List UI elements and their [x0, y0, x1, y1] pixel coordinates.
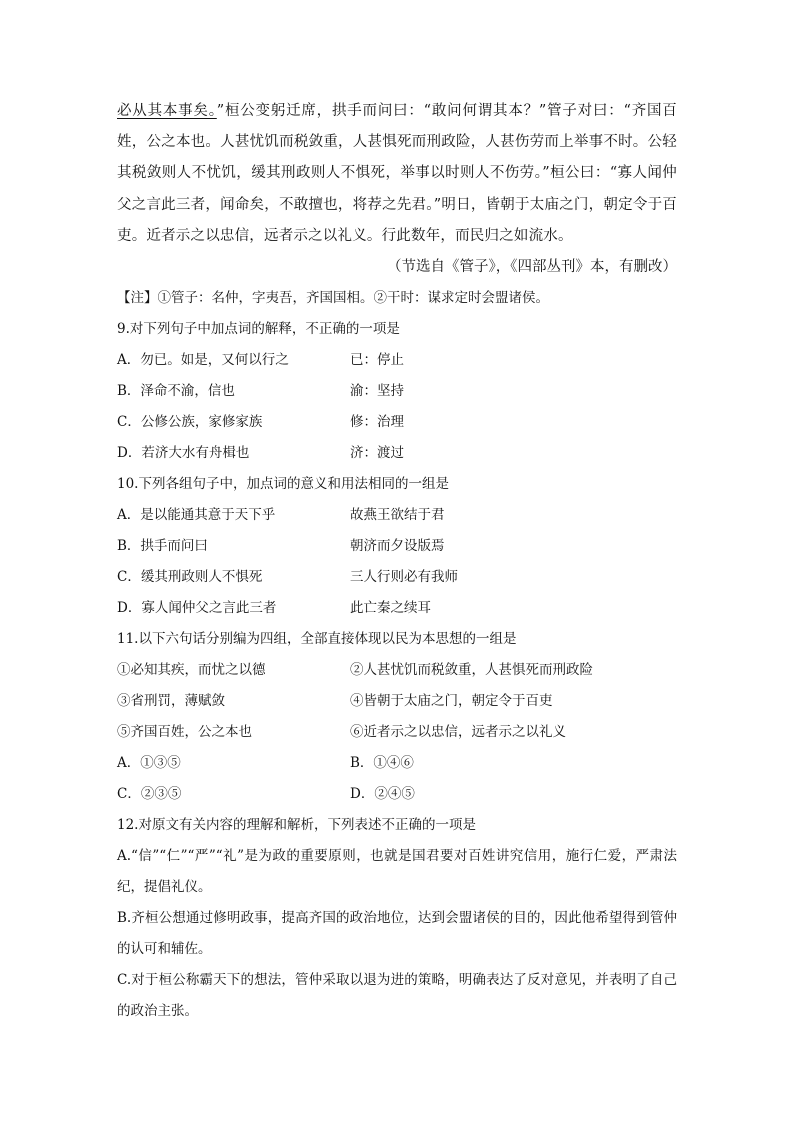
option-sentence-right: 故燕王欲结于君 — [350, 507, 445, 524]
option-sentence: B．泽命不渝，信也 — [117, 383, 235, 400]
question-11-option-c: C．②③⑤ — [117, 786, 182, 803]
question-12-option-c: C.对于桓公称霸天下的想法，管仲采取以退为进的策略，明确表达了反对意见，并表明了自己的政治主张。 — [117, 972, 677, 1020]
numbered-sentence: ①必知其疾，而忧之以德 — [117, 662, 266, 679]
passage-text: ”桓公变躬迁席，拱手而问曰：“敢问何谓其本？”管子对曰：“齐国百姓，公之本也。人甚忧饥而税敛重，人甚惧死而刑政险，人甚伤劳而上举事不时。公轻其税敛则人不忧饥，缓其刑政则人不惧死，举事以时则人不伤劳。”桓公曰：“寡人闻仲父之言此三者，闻命矣，不敢擅也，将荐之先君。”明日，皆朝于太庙之门，朝定令于百吏。近者示之以忠信，远者示之以礼义。行此数年，而民归之如流水。 — [117, 103, 677, 244]
option-sentence: C．公修公族，家修家族 — [117, 414, 263, 431]
question-11-option-row — [117, 779, 677, 810]
option-sentence-left: C．缓其刑政则人不惧死 — [117, 569, 263, 586]
passage-paragraph — [117, 96, 677, 252]
option-sentence-left: B．拱手而问曰 — [117, 538, 208, 555]
question-11-sentence-row — [117, 655, 677, 686]
question-10-option-a — [117, 500, 677, 531]
option-sentence-right: 此亡秦之续耳 — [350, 600, 431, 617]
option-explanation: 渝：坚持 — [350, 383, 404, 400]
passage-source: （节选自《管子》，《四部丛刊》本，有删改） — [387, 259, 677, 276]
question-11-option-b: B．①④⑥ — [350, 755, 414, 772]
question-9-option-a — [117, 345, 677, 376]
numbered-sentence: ②人甚忧饥而税敛重，人甚惧死而刑政险 — [350, 662, 593, 679]
question-12-stem: 12.对原文有关内容的理解和解析，下列表述不正确的一项是 — [117, 817, 476, 834]
option-sentence-left: D．寡人闻仲父之言此三者 — [117, 600, 277, 617]
option-explanation: 修：治理 — [350, 414, 404, 431]
underlined-phrase: 必从其本事矣。 — [117, 103, 217, 119]
question-12-option-a: A.“信”“仁”“严”“礼”是为政的重要原则，也就是国君要对百姓讲究信用，施行仁爱，严肃法纪，提倡礼仪。 — [117, 848, 677, 896]
question-11-stem: 11.以下六句话分别编为四组，全部直接体现以民为本思想的一组是 — [117, 631, 517, 648]
question-11-option-a: A．①③⑤ — [117, 755, 181, 772]
question-9-option-d — [117, 438, 677, 469]
question-12-option-b: B.齐桓公想通过修明政事，提高齐国的政治地位，达到会盟诸侯的目的，因此他希望得到管仲的认可和辅佐。 — [117, 910, 677, 958]
numbered-sentence: ④皆朝于太庙之门，朝定令于百吏 — [350, 693, 553, 710]
annotation-note: 【注】①管子：名仲，字夷吾，齐国国相。②干时：谋求定时会盟诸侯。 — [117, 290, 549, 307]
question-11-sentence-row — [117, 717, 677, 748]
question-11-option-row — [117, 748, 677, 779]
option-sentence-left: A．是以能通其意于天下乎 — [117, 507, 276, 524]
option-explanation: 济：渡过 — [350, 445, 404, 462]
option-sentence: A．勿已。如是，又何以行之 — [117, 352, 289, 369]
numbered-sentence: ③省刑罚，薄赋敛 — [117, 693, 225, 710]
option-explanation: 已：停止 — [350, 352, 404, 369]
question-9-option-c — [117, 407, 677, 438]
question-10-option-d — [117, 593, 677, 624]
question-10-option-b — [117, 531, 677, 562]
question-10-option-c — [117, 562, 677, 593]
numbered-sentence: ⑥近者示之以忠信，远者示之以礼义 — [350, 724, 566, 741]
option-sentence: D．若济大水有舟楫也 — [117, 445, 250, 462]
question-10-stem: 10.下列各组句子中，加点词的意义和用法相同的一组是 — [117, 476, 449, 493]
question-9-option-b — [117, 376, 677, 407]
question-11-option-d: D．②④⑤ — [350, 786, 415, 803]
question-9-stem: 9.对下列句子中加点词的解释，不正确的一项是 — [117, 321, 400, 338]
option-sentence-right: 三人行则必有我师 — [350, 569, 458, 586]
question-11-sentence-row — [117, 686, 677, 717]
option-sentence-right: 朝济而夕设版焉 — [350, 538, 445, 555]
document-page — [117, 96, 677, 1027]
numbered-sentence: ⑤齐国百姓，公之本也 — [117, 724, 252, 741]
